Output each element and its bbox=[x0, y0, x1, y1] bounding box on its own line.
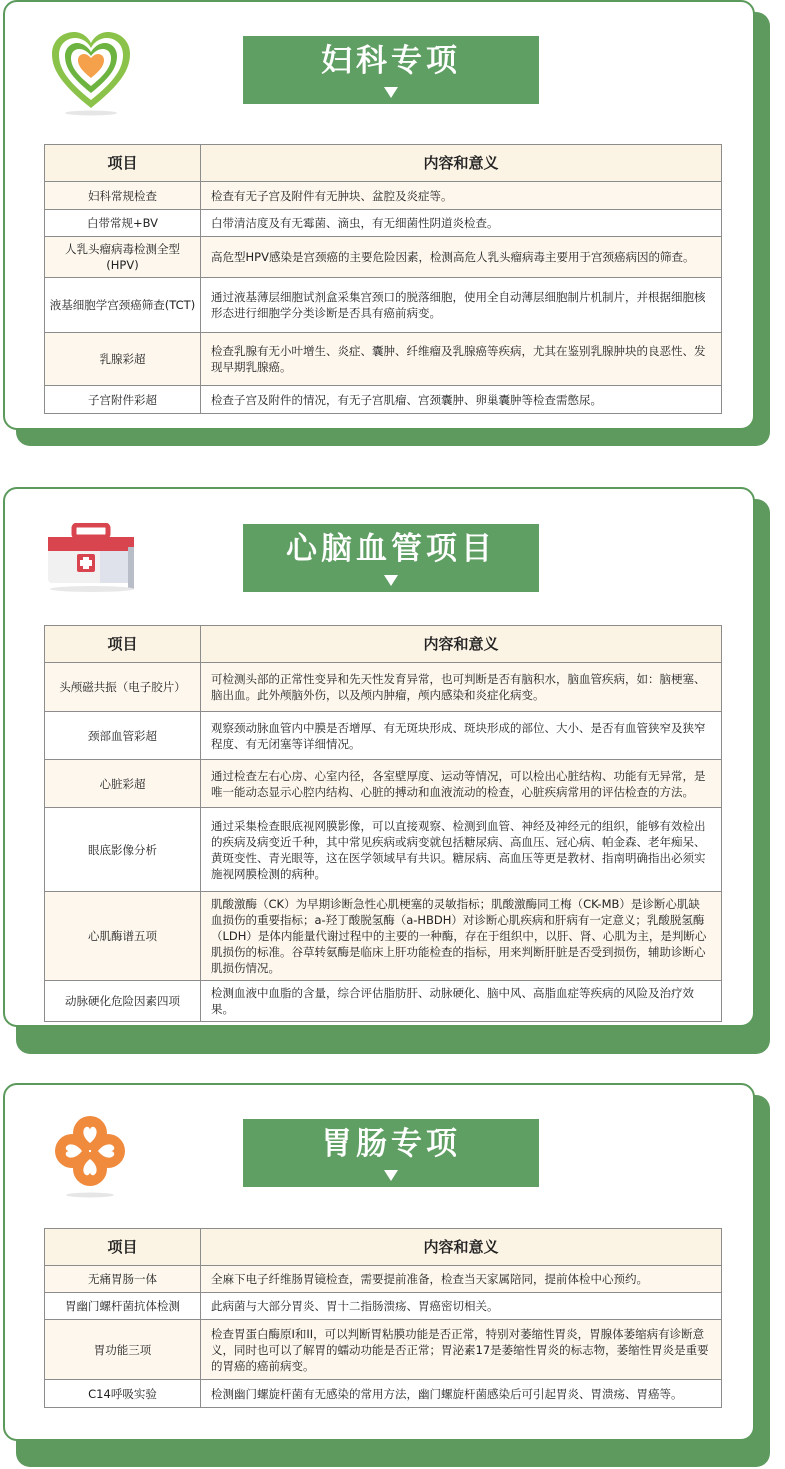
item-name: 乳腺彩超 bbox=[45, 333, 201, 386]
down-arrow-icon bbox=[384, 1170, 398, 1181]
item-desc: 检测血液中血脂的含量，综合评估脂肪肝、动脉硬化、脑中风、高脂血症等疾病的风险及治疗效果。 bbox=[201, 981, 722, 1022]
item-desc: 检查胃蛋白酶原I和II，可以判断胃粘膜功能是否正常，特别对萎缩性胃炎，胃腺体萎缩病有诊断意义，同时也可以了解胃的蠕动功能是否正常；胃泌素17是萎缩性胃炎的标志物，萎缩性胃炎是重要的胃癌的癌前病变。 bbox=[201, 1320, 722, 1380]
column-header-item: 项目 bbox=[45, 626, 201, 663]
table-header-row bbox=[45, 145, 722, 182]
section-title: 胃肠专项 bbox=[321, 1126, 461, 1162]
item-name: 白带常规+BV bbox=[45, 210, 201, 237]
item-desc: 通过采集检查眼底视网膜影像，可以直接观察、检测到血管、神经及神经元的组织，能够有效检出的疾病及病变近千种，其中常见疾病或病变就包括糖尿病、高血压、冠心病、帕金森、老年痴呆、黄斑变性、青光眼等，这在医学领域早有共识。糖尿病、高血压等更是教材、指南明确指出必须实施视网膜检测的病种。 bbox=[201, 808, 722, 892]
section-title-banner bbox=[243, 36, 539, 104]
table-row bbox=[45, 386, 722, 414]
item-desc: 白带清洁度及有无霉菌、滴虫，有无细菌性阴道炎检查。 bbox=[201, 210, 722, 237]
table-row bbox=[45, 1380, 722, 1408]
item-name: C14呼吸实验 bbox=[45, 1380, 201, 1408]
table-row bbox=[45, 333, 722, 386]
table-row bbox=[45, 1320, 722, 1380]
table-row bbox=[45, 760, 722, 808]
first-aid-kit-icon bbox=[44, 523, 144, 599]
info-table bbox=[44, 144, 722, 414]
table-row bbox=[45, 210, 722, 237]
item-name: 无痛胃肠一体 bbox=[45, 1266, 201, 1293]
item-desc: 全麻下电子纤维肠胃镜检查，需要提前准备，检查当天家属陪同，提前体检中心预约。 bbox=[201, 1266, 722, 1293]
table-row bbox=[45, 1266, 722, 1293]
section-title-banner bbox=[243, 524, 539, 592]
item-desc: 可检测头部的正常性变异和先天性发育异常，也可判断是否有脑积水，脑血管疾病，如：脑梗塞、脑出血。此外颅脑外伤，以及颅内肿瘤，颅内感染和炎症化病变。 bbox=[201, 663, 722, 712]
item-name: 妇科常规检查 bbox=[45, 182, 201, 210]
table-row bbox=[45, 182, 722, 210]
item-desc: 通过检查左右心房、心室内径，各室壁厚度、运动等情况，可以检出心脏结构、功能有无异常，是唯一能动态显示心腔内结构、心脏的搏动和血液流动的检查，心脏疾病常用的评估检查的方法。 bbox=[201, 760, 722, 808]
table-header-row bbox=[45, 1229, 722, 1266]
item-desc: 检测幽门螺旋杆菌有无感染的常用方法，幽门螺旋杆菌感染后可引起胃炎、胃溃疡、胃癌等。 bbox=[201, 1380, 722, 1408]
column-header-item: 项目 bbox=[45, 145, 201, 182]
item-desc: 观察颈动脉血管内中膜是否增厚、有无斑块形成、斑块形成的部位、大小、是否有血管狭窄及狭窄程度、有无闭塞等详细情况。 bbox=[201, 712, 722, 760]
column-header-content: 内容和意义 bbox=[201, 145, 722, 182]
item-desc: 检查乳腺有无小叶增生、炎症、囊肿、纤维瘤及乳腺癌等疾病，尤其在鉴别乳腺肿块的良恶性、发现早期乳腺癌。 bbox=[201, 333, 722, 386]
item-name: 胃功能三项 bbox=[45, 1320, 201, 1380]
table-header-row bbox=[45, 626, 722, 663]
item-name: 子宫附件彩超 bbox=[45, 386, 201, 414]
info-table bbox=[44, 625, 722, 1022]
section-title: 心脑血管项目 bbox=[286, 531, 496, 567]
down-arrow-icon bbox=[384, 87, 398, 98]
item-name: 颈部血管彩超 bbox=[45, 712, 201, 760]
section-title: 妇科专项 bbox=[321, 43, 461, 79]
down-arrow-icon bbox=[384, 575, 398, 586]
section-title-banner bbox=[243, 1119, 539, 1187]
item-desc: 检查有无子宫及附件有无肿块、盆腔及炎症等。 bbox=[201, 182, 722, 210]
item-name: 眼底影像分析 bbox=[45, 808, 201, 892]
info-table bbox=[44, 1228, 722, 1408]
table-row bbox=[45, 237, 722, 278]
table-row bbox=[45, 892, 722, 981]
column-header-content: 内容和意义 bbox=[201, 626, 722, 663]
item-desc: 此病菌与大部分胃炎、胃十二指肠溃疡、胃癌密切相关。 bbox=[201, 1293, 722, 1320]
heart-icon bbox=[50, 30, 132, 120]
item-name: 心脏彩超 bbox=[45, 760, 201, 808]
item-desc: 肌酸激酶（CK）为早期诊断急性心肌梗塞的灵敏指标；肌酸激酶同工梅（CK-MB）是诊断心肌缺血损伤的重要指标；a-羟丁酸脱氢酶（a-HBDH）对诊断心肌疾病和肝病有一定意义；乳酸脱氢酶（LDH）是体内能量代谢过程中的主要的一种酶，存在于组织中，以肝、肾、心肌为主，是判断心肌损伤的标准。谷草转氨酶是临床上肝功能检查的指标，用来判断肝脏是否受到损伤，辅助诊断心肌损伤情况。 bbox=[201, 892, 722, 981]
table-row bbox=[45, 663, 722, 712]
item-name: 液基细胞学宫颈癌筛查(TCT) bbox=[45, 278, 201, 333]
item-name: 胃幽门螺杆菌抗体检测 bbox=[45, 1293, 201, 1320]
item-desc: 检查子宫及附件的情况，有无子宫肌瘤、宫颈囊肿、卵巢囊肿等检查需憋尿。 bbox=[201, 386, 722, 414]
item-name: 动脉硬化危险因素四项 bbox=[45, 981, 201, 1022]
item-name: 人乳头瘤病毒检测全型(HPV) bbox=[45, 237, 201, 278]
table-row bbox=[45, 981, 722, 1022]
item-name: 心肌酶谱五项 bbox=[45, 892, 201, 981]
table-row bbox=[45, 712, 722, 760]
item-desc: 通过液基薄层细胞试剂盒采集宫颈口的脱落细胞，使用全自动薄层细胞制片机制片，并根据细胞核形态进行细胞学分类诊断是否具有癌前病变。 bbox=[201, 278, 722, 333]
clover-icon bbox=[52, 1113, 128, 1203]
table-row bbox=[45, 808, 722, 892]
table-row bbox=[45, 278, 722, 333]
column-header-item: 项目 bbox=[45, 1229, 201, 1266]
item-desc: 高危型HPV感染是宫颈癌的主要危险因素，检测高危人乳头瘤病毒主要用于宫颈癌病因的筛查。 bbox=[201, 237, 722, 278]
table-row bbox=[45, 1293, 722, 1320]
item-name: 头颅磁共振（电子胶片） bbox=[45, 663, 201, 712]
column-header-content: 内容和意义 bbox=[201, 1229, 722, 1266]
